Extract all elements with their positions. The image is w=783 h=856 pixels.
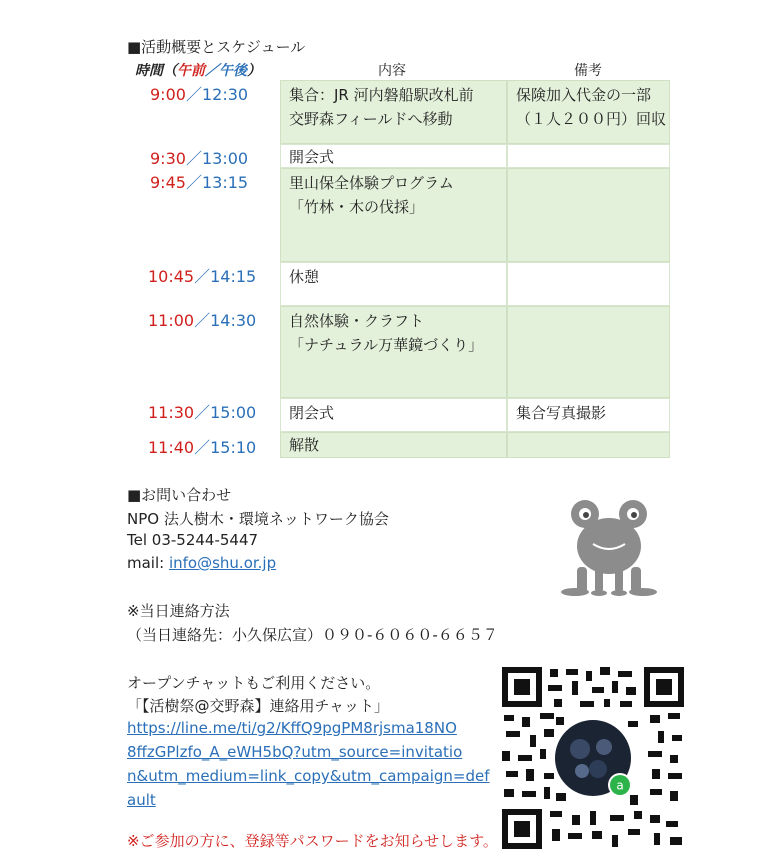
header-time-sep: ／ (205, 63, 219, 79)
content-line: 閉会式 (289, 404, 335, 422)
remarks-cell (507, 144, 670, 168)
content-cell (280, 262, 507, 306)
row-time: 10:45／14:15 (148, 267, 257, 286)
remark-line: （１人２００円）回収 (516, 110, 667, 128)
content-line: 開会式 (289, 148, 335, 166)
content-line: 「竹林・木の伐採」 (289, 198, 425, 216)
row-time: 9:00／12:30 (150, 85, 249, 104)
content-cell (280, 144, 507, 168)
contact-mail-row (127, 554, 276, 572)
content-cell (280, 80, 507, 144)
content-line: 自然体験・クラフト (289, 312, 425, 330)
password-note: ※ご参加の方に、登録等パスワードをお知らせします。 (127, 832, 498, 850)
openchat-url-line[interactable]: 8ffzGPlzfo_A_eWH5bQ?utm_source=invitatio (127, 743, 463, 761)
header-content: 内容 (378, 63, 406, 79)
header-time (135, 60, 261, 80)
content-cell (280, 168, 507, 262)
header-time-pm: 午後 (219, 63, 247, 79)
remarks-cell (507, 398, 670, 432)
openchat-intro: オープンチャットもご利用ください。 (127, 674, 381, 692)
header-remarks: 備考 (574, 63, 602, 79)
row-time: 11:00／14:30 (148, 311, 257, 330)
remarks-cell (507, 80, 670, 144)
remarks-cell (507, 306, 670, 398)
content-line: 解散 (289, 436, 320, 454)
mail-label: mail: (127, 554, 169, 572)
qr-code-icon[interactable] (500, 665, 686, 851)
content-cell (280, 306, 507, 398)
schedule-title: ■活動概要とスケジュール (127, 38, 306, 56)
row-time: 9:45／13:15 (150, 173, 249, 192)
openchat-url-line[interactable]: ault (127, 791, 156, 809)
content-line: 交野森フィールドへ移動 (289, 110, 453, 128)
header-time-end: ） (247, 63, 261, 79)
openchat-name: 「【活樹祭@交野森】連絡用チャット」 (127, 697, 390, 715)
content-cell (280, 432, 507, 458)
contact-org: NPO 法人樹木・環境ネットワーク協会 (127, 510, 389, 528)
remarks-cell (507, 432, 670, 458)
mail-link[interactable]: info@shu.or.jp (168, 554, 277, 572)
openchat-url-line[interactable]: https://line.me/ti/g2/KffQ9pgPM8rjsma18NO (127, 719, 457, 737)
header-time-label: 時間（ (135, 63, 177, 79)
openchat-url-line[interactable]: n&utm_medium=link_copy&utm_campaign=def (127, 767, 490, 785)
frog-illustration-icon (555, 492, 663, 600)
content-line: 休憩 (289, 268, 320, 286)
remark-line: 保険加入代金の一部 (516, 86, 652, 104)
row-time: 11:40／15:10 (148, 438, 257, 457)
contact-tel: Tel 03-5244-5447 (127, 531, 259, 549)
remarks-cell (507, 262, 670, 306)
content-line: 里山保全体験プログラム (289, 174, 454, 192)
sameday-detail: （当日連絡先：小久保広宣）０９０-６０６０-６６５７ (127, 626, 498, 644)
content-cell (280, 398, 507, 432)
svg-text:a: a (616, 778, 624, 793)
row-time: 11:30／15:00 (148, 403, 257, 422)
sameday-title: ※当日連絡方法 (127, 602, 230, 620)
row-time: 9:30／13:00 (150, 149, 249, 168)
remark-line: 集合写真撮影 (516, 404, 607, 422)
content-line: 「ナチュラル万華鏡づくり」 (289, 336, 484, 354)
openchat-url[interactable] (127, 716, 490, 812)
header-time-am: 午前 (177, 63, 205, 79)
content-line: 集合：JR 河内磐船駅改札前 (289, 86, 474, 104)
contact-title: ■お問い合わせ (127, 486, 232, 504)
remarks-cell (507, 168, 670, 262)
